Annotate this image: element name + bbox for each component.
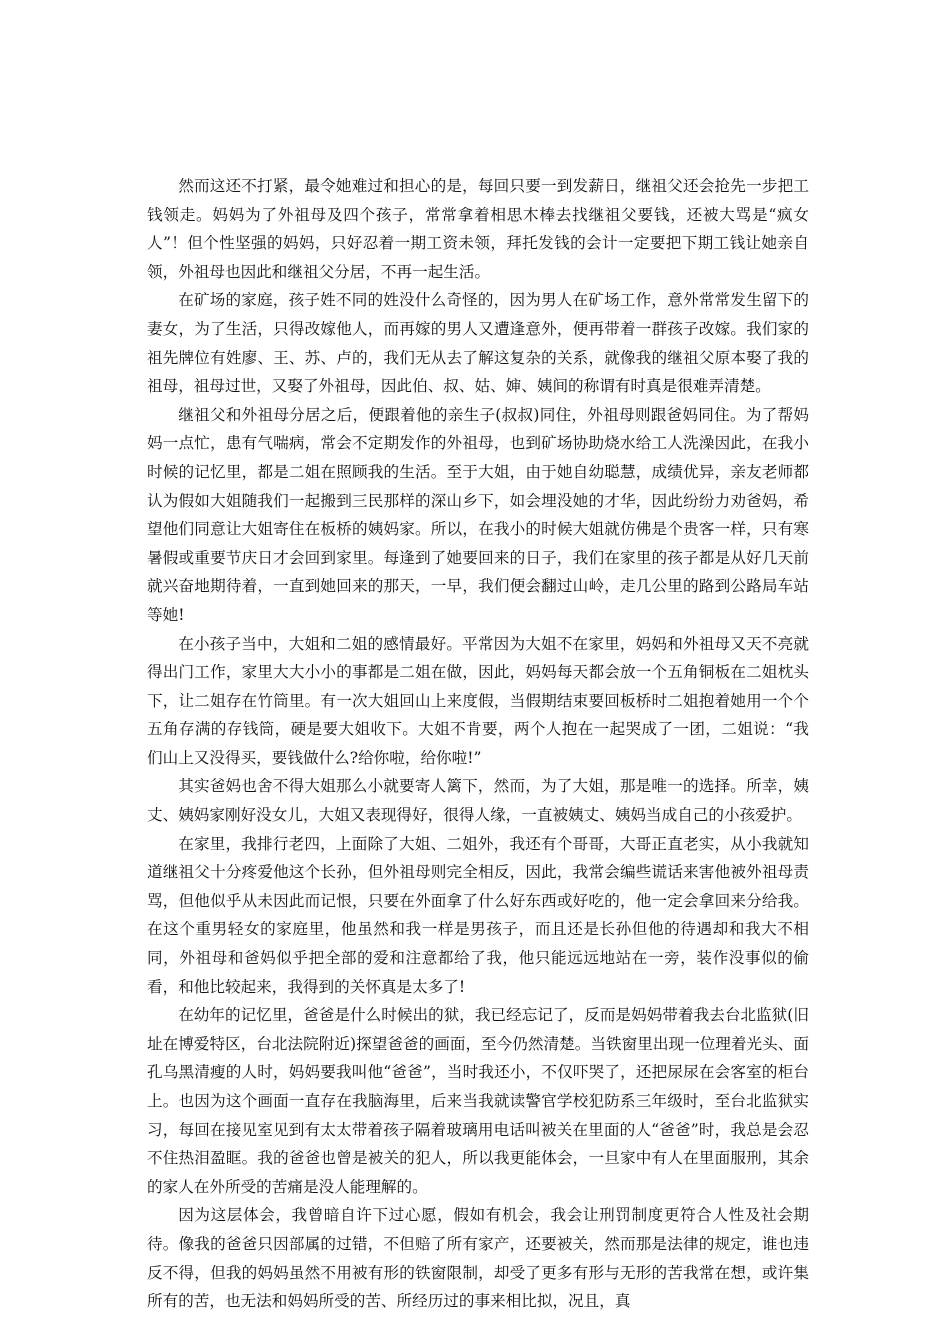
paragraph: 在矿场的家庭，孩子姓不同的姓没什么奇怪的，因为男人在矿场工作，意外常常发生留下的妻女，为了生活，只得改嫁他人，而再嫁的男人又遭逢意外，便再带着一群孩子改嫁。我们家的祖先牌位有姓廖、王、苏、卢的，我们无从去了解这复杂的关系，就像我的继祖父原本娶了我的祖母，祖母过世，又娶了外祖母，因此伯、叔、姑、婶、姨间的称谓有时真是很难弄清楚。 <box>147 291 809 396</box>
paragraph: 因为这层体会，我曾暗自许下过心愿，假如有机会，我会让刑罚制度更符合人性及社会期待。像我的爸爸只因部属的过错，不但赔了所有家产，还要被关，然而那是法律的规定，谁也违反不得，但我的妈妈虽然不用被有形的铁窗限制，却受了更多有形与无形的苦我常在想，或许集所有的苦，也无法和妈妈所受的苦、所经历过的事来相比拟，况且，真 <box>147 1206 809 1311</box>
paragraph: 在小孩子当中，大姐和二姐的感情最好。平常因为大姐不在家里，妈妈和外祖母又天不亮就得出门工作，家里大大小小的事都是二姐在做，因此，妈妈每天都会放一个五角铜板在二姐枕头下，让二姐存在竹筒里。有一次大姐回山上来度假，当假期结束要回板桥时二姐抱着她用一个个五角存满的存钱筒，硬是要大姐收下。大姐不肯要，两个人抱在一起哭成了一团，二姐说：“我们山上又没得买，要钱做什么?给你啦，给你啦!” <box>147 634 809 767</box>
paragraph: 继祖父和外祖母分居之后，便跟着他的亲生子(叔叔)同住，外祖母则跟爸妈同住。为了帮妈妈一点忙，患有气喘病，常会不定期发作的外祖母，也到矿场协助烧水给工人洗澡因此，在我小时候的记忆里，都是二姐在照顾我的生活。至于大姐，由于她自幼聪慧，成绩优异，亲友老师都认为假如大姐随我们一起搬到三民那样的深山乡下，如会埋没她的才华，因此纷纷力劝爸妈，希望他们同意让大姐寄住在板桥的姨妈家。所以，在我小的时候大姐就仿佛是个贵客一样，只有寒暑假或重要节庆日才会回到家里。每逢到了她要回来的日子，我们在家里的孩子都是从好几天前就兴奋地期待着，一直到她回来的那天，一早，我们便会翻过山岭，走几公里的路到公路局车站等她! <box>147 405 809 624</box>
body-text <box>147 172 809 1316</box>
paragraph: 然而这还不打紧，最令她难过和担心的是，每回只要一到发薪日，继祖父还会抢先一步把工钱领走。妈妈为了外祖母及四个孩子，常常拿着相思木棒去找继祖父要钱，还被大骂是“疯女人”！但个性坚强的妈妈，只好忍着一期工资未领，拜托发钱的会计一定要把下期工钱让她亲自领，外祖母也因此和继祖父分居，不再一起生活。 <box>147 177 809 281</box>
paragraph: 在家里，我排行老四，上面除了大姐、二姐外，我还有个哥哥，大哥正直老实，从小我就知道继祖父十分疼爱他这个长孙，但外祖母则完全相反，因此，我常会编些谎话来害他被外祖母责骂，但他似乎从未因此而记恨，只要在外面拿了什么好东西或好吃的，他一定会拿回来分给我。在这个重男轻女的家庭里，他虽然和我一样是男孩子，而且还是长孙但他的待遇却和我大不相同，外祖母和爸妈似乎把全部的爱和注意都给了我，他只能远远地站在一旁，装作没事似的偷看，和他比较起来，我得到的关怀真是太多了! <box>147 834 809 996</box>
paragraph: 其实爸妈也舍不得大姐那么小就要寄人篱下，然而，为了大姐，那是唯一的选择。所幸，姨丈、姨妈家刚好没女儿，大姐又表现得好，很得人缘，一直被姨丈、姨妈当成自己的小孩爱护。 <box>147 777 809 825</box>
paragraph: 在幼年的记忆里，爸爸是什么时候出的狱，我已经忘记了，反而是妈妈带着我去台北监狱(旧址在博爱特区，台北法院附近)探望爸爸的画面，至今仍然清楚。当铁窗里出现一位理着光头、面孔乌黑清瘦的人时，妈妈要我叫他“爸爸”，当时我还小，不仅吓哭了，还把尿尿在会客室的柜台上。也因为这个画面一直存在我脑海里，后来当我就读警官学校犯防系三年级时，至台北监狱实习，每回在接见室见到有太太带着孩子隔着玻璃用电话叫被关在里面的人“爸爸”时，我总是会忍不住热泪盈眶。我的爸爸也曾是被关的犯人，所以我更能体会，一旦家中有人在里面服刑，其余的家人在外所受的苦痛是没人能理解的。 <box>147 1006 809 1196</box>
